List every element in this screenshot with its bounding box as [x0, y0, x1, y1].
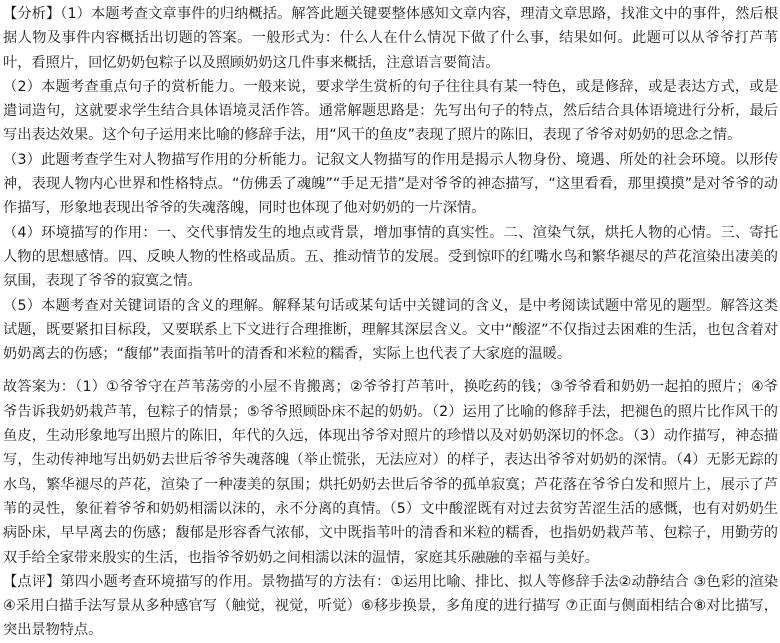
analysis-section: [3, 2, 778, 366]
analysis-paragraph-5: （5）本题考查对关键词语的含义的理解。解释某句话或某句话中关键词的含义，是中考阅读试题中常见的题型。解答这类试题，既要紧扣目标段，又要联系上下文进行合理推断，理解其深层含义。文中“酸涩”不仅指过去困难的生活，也包含着对奶奶离去的伤感；“馥郁”表面指苇叶的清香和米粒的糯香，实际上也代表了大家庭的温暖。: [3, 297, 778, 363]
analysis-paragraph-3: （3）此题考查学生对人物描写作用的分析能力。记叙文人物描写的作用是揭示人物身份、境遇、所处的社会环境。以形传神，表现人物内心世界和性格特点。“仿佛丢了魂魄”“手足无措”是对爷爷的神态描写，“这里看看，那里摸摸”是对爷爷的动作描写，形象地表现出爷爷的失魂落魄，同时也体现了他对奶奶的一片深情。: [3, 151, 778, 217]
analysis-paragraph-4: （4）环境描写的作用：一、交代事情发生的地点或背景，增加事情的真实性。二、渲染气氛，烘托人物的心情。三、寄托人物的思想感情。四、反映人物的性格或品质。五、推动情节的发展。受到惊吓的红嘴水鸟和繁华褪尽的芦花渲染出凄美的氛围，表现了爷爷的寂寞之情。: [3, 224, 778, 290]
answer-section: [3, 375, 778, 569]
comment-section: [3, 570, 778, 643]
analysis-paragraph-1: 【分析】（1）本题考查文章事件的归纳概括。解答此题关键要整体感知文章内容，理清文章思路，找准文中的事件，然后根据人物及事件内容概括出切题的答案。一般形式为：什么人在什么情况下做了什么事，结果如何。此题可以从爷爷打芦苇叶，看照片，回忆奶奶包粽子以及照顾奶奶这几件事来概括，注意语言要简洁。: [3, 6, 778, 71]
answer-paragraph: 故答案为：（1）①爷爷守在芦苇荡旁的小屋不肯搬离；②爷爷打芦苇叶，换吃药的钱；③爷爷看和奶奶一起拍的照片；④爷爷告诉我奶奶栽芦苇，包粽子的情景；⑤爷爷照顾卧床不起的奶奶。（2）运用了比喻的修辞手法，把褪色的照片比作风干的鱼皮，生动形象地写出照片的陈旧，年代的久远，体现出爷爷对照片的珍惜以及对奶奶深切的怀念。（3）动作描写，神态描写，生动传神地写出奶奶去世后爷爷失魂落魄（举止慌张，无法应对）的样子，表达出爷爷对奶奶的深情。（4）无影无踪的水鸟，繁华褪尽的芦花，渲染了一种凄美的氛围；烘托奶奶去世后爷爷的孤单寂寞；芦花落在爷爷白发和照片上，展示了芦苇的灵性，象征着爷爷和奶奶相濡以沫的，永不分离的真情。（5）文中酸涩既有对过去贫穷苦涩生活的感慨，也有对奶奶生病卧床，早早离去的伤感；馥郁是形容香气浓郁，文中既指苇叶的清香和米粒的糯香，也指奶奶栽芦苇、包粽子，用勤劳的双手给全家带来殷实的生活，也指爷爷奶奶之间相濡以沫的温情，家庭其乐融融的幸福与美好。: [3, 379, 778, 566]
comment-paragraph: 【点评】第四小题考查环境描写的作用。景物描写的方法有：①运用比喻、排比、拟人等修辞手法②动静结合 ③色彩的渲染 ④采用白描手法写景从多种感官写（触觉，视觉，听觉）⑥移步换景，多角度的进行描写 ⑦正面与侧面相结合⑧对比描写，突出景物特点。: [3, 573, 778, 639]
analysis-paragraph-2: （2）本题考查重点句子的赏析能力。一般来说，要求学生赏析的句子往往具有某一特色，或是修辞，或是表达方式，或是遣词造句，这就要求学生结合具体语境灵活作答。通常解题思路是：先写出句子的特点，然后结合具体语境进行分析，最后写出表达效果。这个句子运用来比喻的修辞手法，用“风干的鱼皮”表现了照片的陈旧，表现了爷爷对奶奶的思念之情。: [3, 78, 778, 144]
section-spacer: [3, 366, 778, 375]
